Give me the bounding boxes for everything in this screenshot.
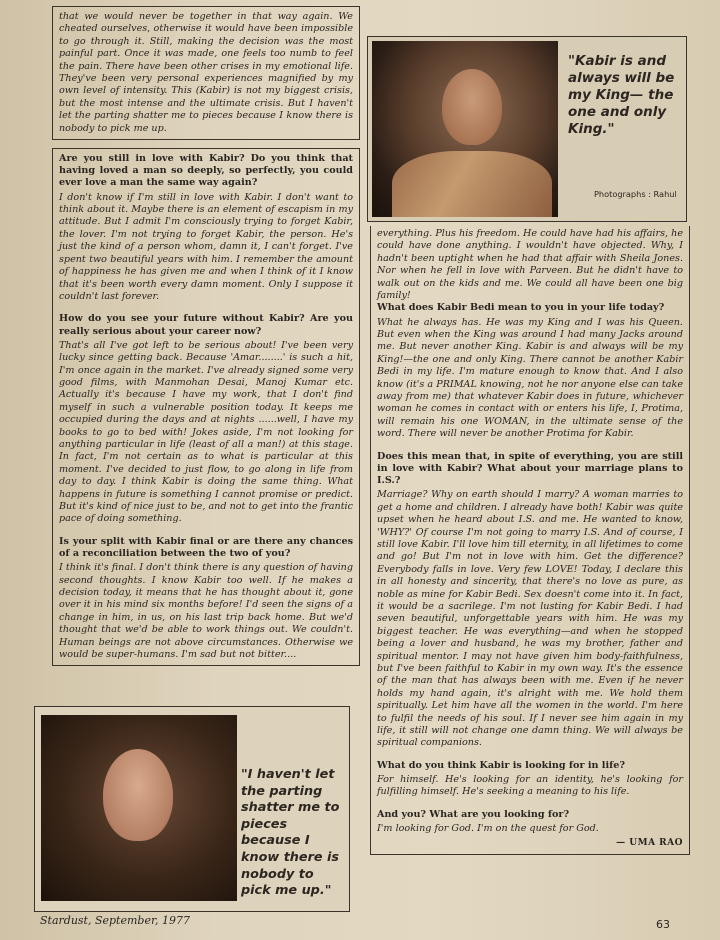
qa-box-left [52, 148, 360, 666]
intro-box [52, 6, 360, 140]
qa-box-right [370, 226, 690, 855]
answer: That's all I've got left to be serious about! I've been very lucky since getting back. Because 'Amar........' is such a hit, I'm once again in the market. I've already signed some very good films, with Manmohan Desai, Manoj Kumar etc. Actually it's because I have my work, that I don't find myself in such a vulnerable position today. It keeps me occupied during the days and at nights ......well, I have my books to go to bed with! Jokes aside, I'm not looking for anything particular in life (least of all a man!) at this stage. In fact, I'm not certain as to what is particular at this moment. I've decided to just flow, to go along in life from day to day. I think Kabir is doing the same thing. What happens in future is something I cannot promise or predict. But it's kind of nice just to be, and not to get into the frantic pace of doing something. [59, 339, 353, 525]
answer: For himself. He's looking for an identity, he's looking for fulfilling himself. He's seeking a meaning to his life. [377, 774, 683, 798]
photo-bottom-panel [34, 706, 350, 912]
question: What does Kabir Bedi mean to you in your life today? [377, 302, 665, 314]
portrait-photo-protima [372, 41, 558, 217]
pull-quote-top: "Kabir is and always will be my King— the one and only King." [568, 53, 675, 137]
qa-item [377, 760, 683, 799]
portrait-photo-parveen [41, 715, 237, 901]
left-column [52, 6, 360, 666]
photo-top-panel [367, 36, 687, 222]
qa-item [59, 313, 353, 526]
question: Are you still in love with Kabir? Do you think that having loved a man so deeply, so perfectly, you could ever love a man the same way again? [59, 153, 353, 189]
question: And you? What are you looking for? [377, 808, 570, 820]
photo-face-shape [442, 69, 502, 145]
answer: I don't know if I'm still in love with Kabir. I don't want to think about it. Maybe there is an element of escapism in my attitude. But I admit I'm consciously trying to forget Kabir, the lover. I'm not trying to forget Kabir, the person. He's just the kind of a person whom, damn it, I can't forget. I've spent two beautiful years with him. I remember the amount of happiness he has given me and when I think of it I know that it's been worth every damn moment. Only I suppose it couldn't last forever. [59, 191, 353, 302]
question: What do you think Kabir is looking for in life? [377, 759, 625, 771]
qa-item [377, 809, 683, 850]
publication-footer: Stardust, September, 1977 [40, 914, 190, 927]
pull-quote-bottom: "I haven't let the parting shatter me to pieces because I know there is nobody to pick me up." [241, 767, 340, 899]
answer: Marriage? Why on earth should I marry? A woman marries to get a home and children. I already have both! Kabir was quite upset when he heard about I.S. and me. He wanted to know, 'WHY?' Of course I'm not going to marry I.S. And of course, I still love Kabir. I'll love him till eternity, in all lifetimes to come and go! But I'm not in love with him. Get the difference? Everybody falls in love. Very few LOVE! Today, I declare this in all honesty and sincerity, that there's no love as pure, as noble as mine for Kabir Bedi. Sex doesn't come into it. In fact, it would be a sacrilege. I'm not lusting for Kabir Bedi. I had seven beautiful, unforgettable years with him. He was my biggest teacher. He was everything—and when he stopped being a lover and husband, he was my brother, father and spiritual mentor. I may not have given him body-faithfulness, but I've been faithful to Kabir in my own way. It's the essence of the man that has always been with me. Even if he never holds my hand again, it's alright with me. We hold them spiritually. Let him have all the women in the world. I'm here to fulfil the needs of his soul. If I never see him again in my life, it still will not change one damn thing. We will always be spiritual companions. [377, 489, 683, 749]
question: Is your split with Kabir final or are there any chances of a reconciliation between the two of you? [59, 535, 353, 560]
right-intro-text: everything. Plus his freedom. He could have had his affairs, he could have done anything. I wouldn't have objected. Why, I hadn't been uptight when he had that affair with Sheila Jones. Nor when he fell in love with Parveen. But he didn't have to walk out on the kids and me. We could all have been one big family! [377, 228, 683, 302]
author-signature: — UMA RAO [616, 838, 683, 849]
qa-item [59, 536, 353, 662]
photo-credit: Photographs : Rahul [594, 189, 677, 199]
question: How do you see your future without Kabir? Are you really serious about your career now? [59, 313, 353, 337]
qa-item [377, 302, 683, 440]
answer: What he always has. He was my King and I was his Queen. But even when the King was around I had many Jacks around me. But never another King. Kabir is and always will be my King!—the one and only King. There cannot be another Kabir Bedi in my life. I'm mature enough to know that. And I also know (it's a PRIMAL knowing, not he nor anyone else can take away from me) that whatever Kabir does in future, whichever woman he comes in contact with or enters his life, I, Protima, will remain his one WOMAN, in the ultimate sense of the word. There will never be another Protima for Kabir. [377, 316, 683, 440]
qa-item [59, 153, 353, 303]
answer: I think it's final. I don't think there is any question of having second thoughts. I know Kabir too well. If he makes a decision today, it means that he has thought about it, gone over it in his mind six months before! I'd seen the signs of a change in him, in us, on his last trip back home. But we'd thought that we'd be able to work things out. We couldn't. Human beings are not above circumstances. Otherwise we would be super-humans. I'm sad but not bitter.... [59, 562, 353, 661]
intro-text: that we would never be together in that way again. We cheated ourselves, otherwise it would have been impossible to go through it. Still, making the decision was the most painful part. Once it was made, one feels too numb to feel the pain. There have been other crises in my emotional life. They've been very personal experiences magnified by my own level of intensity. This (Kabir) is not my biggest crisis, but the most intense and the ultimate crisis. But I haven't let the parting shatter me to pieces because I know there is nobody to pick me up. [59, 11, 353, 134]
right-column [370, 226, 690, 855]
photo-saree-shape [392, 151, 552, 217]
qa-item [377, 451, 683, 750]
question: Does this mean that, in spite of everything, you are still in love with Kabir? What about your marriage plans to I.S.? [377, 450, 683, 487]
page-number: 63 [656, 918, 670, 931]
answer: I'm looking for God. I'm on the quest for God. [377, 823, 599, 835]
photo-face-shape [103, 749, 173, 841]
